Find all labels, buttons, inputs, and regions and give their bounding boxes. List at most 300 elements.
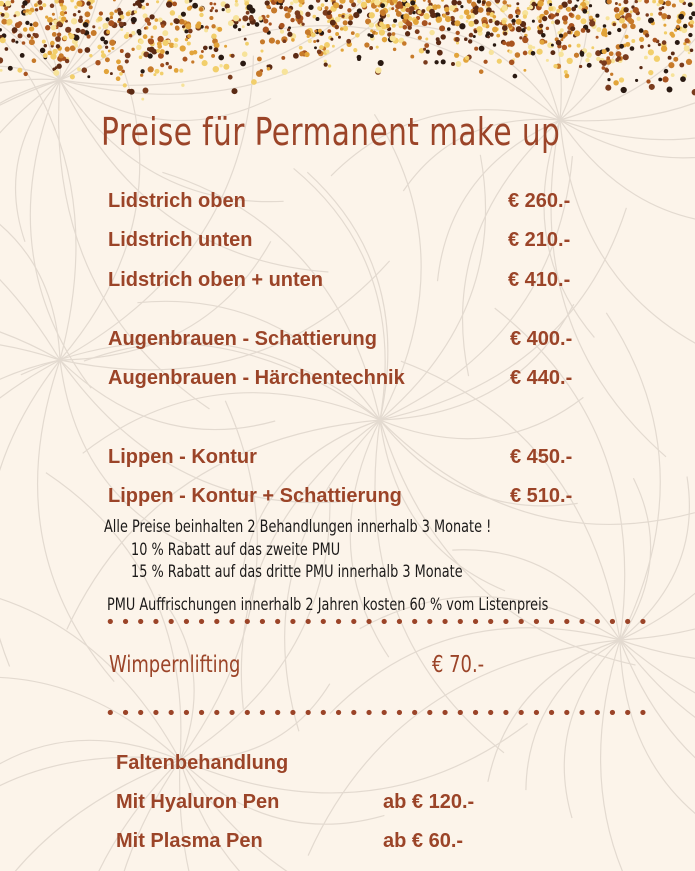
confetti-dot (123, 83, 127, 87)
confetti-dot (512, 22, 515, 25)
confetti-dot (15, 41, 18, 44)
confetti-dot (494, 20, 499, 25)
confetti-dot (457, 0, 462, 5)
confetti-dot (126, 12, 131, 17)
confetti-dot (305, 29, 311, 35)
confetti-dot (399, 5, 403, 9)
confetti-dot (392, 24, 396, 28)
confetti-dot (291, 38, 295, 42)
confetti-dot (155, 18, 159, 22)
confetti-dot (565, 74, 570, 79)
confetti-dot (440, 34, 445, 39)
confetti-dot (321, 3, 325, 7)
confetti-dot (263, 19, 268, 24)
confetti-dot (603, 24, 607, 28)
confetti-dot (617, 28, 621, 32)
confetti-dot (136, 45, 142, 51)
confetti-dot (544, 10, 549, 15)
confetti-dot (487, 35, 490, 38)
price-label-lidstrich-unten: Lidstrich unten (108, 229, 253, 251)
confetti-dot (35, 8, 38, 11)
confetti-dot (86, 1, 90, 5)
confetti-dot (405, 8, 409, 12)
confetti-dot (393, 19, 397, 23)
confetti-dot (428, 22, 431, 25)
confetti-dot (110, 72, 113, 75)
confetti-dot (639, 37, 644, 42)
confetti-dot (486, 1, 492, 7)
confetti-dot (148, 66, 154, 72)
confetti-dot (451, 62, 455, 66)
confetti-dot (429, 9, 435, 15)
confetti-dot (676, 25, 680, 29)
confetti-dot (456, 31, 460, 35)
confetti-dot (108, 50, 111, 53)
confetti-dot (622, 23, 627, 28)
confetti-dot (100, 37, 105, 42)
confetti-dot (340, 27, 344, 31)
confetti-dot (619, 77, 624, 82)
confetti-dot (503, 32, 507, 36)
confetti-dot (160, 63, 164, 67)
price-value-hyaluron-pen: ab € 120.- (383, 791, 475, 813)
confetti-dot (618, 3, 621, 6)
confetti-dot (191, 60, 194, 63)
section-heading-faltenbehandlung: Faltenbehandlung (116, 752, 289, 774)
confetti-dot (324, 63, 328, 67)
confetti-dot (330, 38, 333, 41)
confetti-dot (353, 48, 357, 52)
confetti-dot (508, 14, 513, 19)
confetti-dot (459, 15, 463, 19)
confetti-dot (307, 35, 310, 38)
confetti-dot (257, 57, 262, 62)
confetti-dot (104, 69, 109, 74)
confetti-dot (538, 19, 542, 23)
confetti-dot (685, 38, 690, 43)
confetti-dot (562, 15, 568, 21)
confetti-dot (275, 40, 280, 45)
confetti-dot (378, 60, 384, 66)
note-refresh-price: PMU Auffrischungen innerhalb 2 Jahren kosten 60 % vom Listenpreis (107, 595, 549, 614)
confetti-dot (610, 73, 613, 76)
confetti-dot (287, 28, 290, 31)
confetti-dot (105, 57, 110, 62)
confetti-dot (421, 9, 425, 13)
confetti-dot (318, 29, 322, 33)
confetti-dot (661, 46, 667, 52)
confetti-dot (449, 5, 455, 11)
confetti-dot (601, 60, 607, 66)
confetti-dot (287, 8, 292, 13)
confetti-dot (523, 69, 526, 72)
confetti-dot (671, 73, 675, 77)
confetti-dot (636, 17, 640, 21)
confetti-dot (509, 60, 515, 66)
price-label-lidstrich-oben: Lidstrich oben (108, 190, 246, 212)
confetti-dot (165, 51, 169, 55)
confetti-dot (658, 78, 662, 82)
confetti-dot (436, 16, 442, 22)
confetti-dot (210, 2, 213, 5)
page-title: Preise für Permanent make up (101, 110, 561, 154)
confetti-dot (648, 49, 654, 55)
confetti-dot (98, 27, 101, 30)
confetti-dot (671, 33, 675, 37)
confetti-dot (109, 40, 115, 46)
confetti-dot (316, 0, 320, 3)
background-line (30, 80, 91, 388)
confetti-dot (639, 66, 642, 69)
dotted-divider-top: •••••••••••••••••••••••••••••••••••• (105, 612, 653, 633)
confetti-dot (423, 0, 426, 2)
confetti-dot (596, 57, 600, 61)
confetti-dot (605, 85, 611, 91)
confetti-dot (553, 14, 556, 17)
confetti-dot (479, 69, 484, 74)
confetti-dot (92, 25, 95, 28)
confetti-dot (147, 47, 151, 51)
confetti-dot (59, 53, 64, 58)
confetti-dot (569, 12, 573, 16)
confetti-dot (209, 16, 213, 20)
confetti-dot (327, 11, 331, 15)
confetti-dot (267, 67, 271, 71)
confetti-dot (8, 66, 13, 71)
confetti-dot (442, 14, 446, 18)
background-line (560, 120, 695, 224)
dotted-divider-bottom: •••••••••••••••••••••••••••••••••••• (105, 703, 653, 724)
confetti-dot (161, 24, 165, 28)
price-value-augenbrauen-schattierung: € 400.- (510, 328, 573, 350)
confetti-dot (582, 9, 587, 14)
confetti-dot (489, 50, 494, 55)
confetti-dot (324, 60, 327, 63)
confetti-dot (79, 16, 82, 19)
confetti-dot (464, 37, 468, 41)
confetti-dot (158, 18, 163, 23)
confetti-dot (168, 65, 172, 69)
confetti-dot (235, 3, 239, 7)
confetti-dot (609, 51, 614, 56)
confetti-dot (683, 24, 687, 28)
confetti-dot (579, 65, 582, 68)
confetti-dot (619, 44, 624, 49)
confetti-dot (574, 53, 579, 58)
confetti-dot (256, 71, 262, 77)
confetti-dot (455, 61, 461, 67)
confetti-dot (173, 43, 178, 48)
background-line (620, 640, 695, 842)
confetti-dot (116, 76, 121, 81)
confetti-dot (382, 37, 387, 42)
price-value-augenbrauen-haerchentechnik: € 440.- (510, 367, 573, 389)
confetti-dot (539, 24, 543, 28)
confetti-dot (544, 40, 547, 43)
confetti-dot (117, 65, 123, 71)
confetti-dot (348, 20, 353, 25)
confetti-dot (23, 27, 28, 32)
confetti-dot (30, 23, 33, 26)
confetti-dot (375, 32, 378, 35)
confetti-dot (40, 48, 45, 53)
confetti-dot (279, 23, 284, 28)
confetti-dot (255, 22, 260, 27)
confetti-dot (32, 58, 37, 63)
confetti-dot (644, 0, 649, 4)
confetti-dot (486, 12, 490, 16)
confetti-dot (0, 69, 3, 72)
confetti-dot (282, 69, 288, 75)
confetti-dot (181, 84, 184, 87)
confetti-dot (97, 45, 102, 50)
confetti-dot (517, 12, 520, 15)
confetti-dot (325, 0, 328, 2)
confetti-dot (466, 14, 471, 19)
confetti-dot (417, 10, 421, 14)
confetti-dot (18, 33, 23, 38)
confetti-dot (335, 16, 341, 22)
confetti-dot (116, 59, 121, 64)
confetti-dot (105, 46, 108, 49)
background-line (601, 640, 686, 871)
confetti-dot (376, 46, 379, 49)
confetti-dot (279, 6, 283, 10)
confetti-dot (444, 7, 449, 12)
confetti-dot (566, 7, 571, 12)
confetti-dot (403, 13, 409, 19)
background-line (180, 760, 371, 871)
confetti-dot (89, 54, 92, 57)
confetti-dot (650, 13, 653, 16)
confetti-dot (258, 16, 263, 21)
confetti-dot (140, 69, 144, 73)
confetti-dot (224, 45, 227, 48)
confetti-dot (664, 69, 669, 74)
confetti-dot (630, 46, 635, 51)
confetti-dot (439, 25, 445, 31)
confetti-dot (625, 42, 630, 47)
confetti-dot (0, 28, 2, 31)
confetti-dot (209, 46, 213, 50)
background-line (380, 420, 695, 524)
confetti-dot (57, 64, 62, 69)
price-label-hyaluron-pen: Mit Hyaluron Pen (116, 791, 280, 813)
confetti-dot (144, 27, 147, 30)
confetti-dot (596, 36, 599, 39)
confetti-dot (418, 36, 422, 40)
confetti-dot (162, 40, 168, 46)
confetti-dot (157, 36, 163, 42)
confetti-dot (589, 16, 593, 20)
confetti-dot (324, 42, 330, 48)
confetti-dot (578, 5, 582, 9)
confetti-dot (133, 3, 136, 6)
confetti-dot (157, 42, 162, 47)
confetti-dot (249, 16, 254, 21)
confetti-dot (249, 8, 255, 14)
confetti-dot (508, 23, 513, 28)
confetti-dot (265, 0, 270, 5)
confetti-dot (192, 3, 198, 9)
confetti-dot (33, 33, 36, 36)
confetti-dot (325, 6, 329, 10)
note-discount-third: 15 % Rabatt auf das dritte PMU innerhalb 3 Monate (131, 562, 463, 581)
confetti-dot (492, 15, 496, 19)
confetti-dots-decoration (0, 0, 695, 120)
confetti-dot (604, 34, 607, 37)
confetti-dot (60, 11, 65, 16)
confetti-dot (214, 42, 220, 48)
confetti-dot (459, 23, 465, 29)
confetti-dot (391, 7, 394, 10)
confetti-dot (605, 68, 610, 73)
confetti-dot (332, 45, 335, 48)
price-value-plasma-pen: ab € 60.- (383, 830, 464, 852)
confetti-dot (108, 20, 114, 26)
confetti-dot (327, 20, 330, 23)
confetti-dot (213, 3, 216, 6)
confetti-dot (155, 69, 160, 74)
confetti-dot (608, 31, 612, 35)
confetti-dot (596, 27, 601, 32)
confetti-dot (170, 23, 173, 26)
confetti-dot (39, 6, 43, 10)
confetti-dot (665, 0, 671, 6)
confetti-dot (11, 39, 15, 43)
confetti-dot (184, 0, 189, 4)
confetti-dot (43, 53, 48, 58)
confetti-dot (502, 20, 507, 25)
price-label-wimpernlifting: Wimpernlifting (109, 652, 241, 678)
confetti-dot (37, 0, 42, 5)
price-value-lippen-kontur-schattierung: € 510.- (510, 485, 573, 507)
confetti-dot (502, 0, 507, 5)
confetti-dot (299, 3, 303, 7)
confetti-dot (196, 21, 201, 26)
confetti-dot (613, 23, 617, 27)
confetti-dot (247, 23, 250, 26)
confetti-dot (25, 21, 29, 25)
confetti-dot (110, 16, 113, 19)
confetti-dot (211, 54, 215, 58)
confetti-dot (522, 37, 528, 43)
confetti-dot (211, 24, 215, 28)
confetti-dot (120, 28, 123, 31)
confetti-dot (479, 46, 485, 52)
confetti-dot (269, 38, 275, 44)
confetti-dot (295, 13, 301, 19)
confetti-dot (688, 51, 691, 54)
confetti-dot (587, 63, 592, 68)
confetti-dot (56, 21, 61, 26)
confetti-dot (304, 52, 309, 57)
confetti-dot (60, 3, 64, 7)
confetti-dot (348, 15, 353, 20)
confetti-dot (454, 53, 459, 58)
confetti-dot (222, 8, 225, 11)
price-label-lidstrich-oben-unten: Lidstrich oben + unten (108, 269, 324, 291)
confetti-dot (131, 17, 137, 23)
confetti-dot (386, 24, 390, 28)
confetti-dot (536, 49, 542, 55)
confetti-dot (564, 70, 568, 74)
confetti-dot (0, 57, 3, 63)
confetti-dot (25, 12, 28, 15)
confetti-dot (663, 24, 666, 27)
confetti-dot (380, 11, 385, 16)
confetti-dot (367, 33, 370, 36)
confetti-dot (101, 53, 106, 58)
confetti-dot (567, 58, 573, 64)
confetti-dot (215, 9, 218, 12)
confetti-dot (153, 25, 157, 29)
confetti-dot (308, 39, 312, 43)
confetti-dot (467, 0, 472, 4)
confetti-dot (581, 28, 586, 33)
confetti-dot (65, 46, 70, 51)
confetti-dot (635, 0, 638, 3)
confetti-dot (246, 11, 250, 15)
confetti-dot (214, 47, 219, 52)
confetti-dot (483, 60, 487, 64)
confetti-dot (5, 0, 11, 6)
confetti-dot (486, 31, 490, 35)
confetti-dot (574, 30, 580, 36)
confetti-dot (464, 9, 470, 15)
confetti-dot (423, 13, 429, 19)
confetti-dot (648, 44, 651, 47)
confetti-dot (166, 62, 169, 65)
confetti-dot (50, 41, 55, 46)
confetti-dot (148, 38, 154, 44)
confetti-dot (89, 5, 93, 9)
confetti-dot (469, 33, 474, 38)
confetti-dot (283, 39, 287, 43)
confetti-dot (690, 24, 694, 28)
confetti-dot (219, 64, 222, 67)
confetti-dot (351, 31, 355, 35)
confetti-dot (676, 19, 681, 24)
confetti-dot (370, 29, 373, 32)
confetti-dot (346, 39, 351, 44)
confetti-dot (80, 29, 85, 34)
confetti-dot (633, 7, 639, 13)
confetti-dot (23, 10, 26, 13)
confetti-dot (468, 39, 472, 43)
confetti-dot (124, 34, 129, 39)
confetti-dot (410, 0, 415, 5)
confetti-dot (465, 56, 469, 60)
confetti-dot (199, 7, 204, 12)
confetti-dot (317, 6, 321, 10)
background-line (108, 760, 180, 871)
note-included-treatments: Alle Preise beinhalten 2 Behandlungen innerhalb 3 Monate ! (104, 517, 492, 536)
confetti-dot (312, 15, 316, 19)
confetti-dot (319, 45, 324, 50)
confetti-dot (692, 89, 695, 95)
confetti-dot (506, 41, 511, 46)
confetti-dot (619, 18, 625, 24)
price-label-plasma-pen: Mit Plasma Pen (116, 830, 263, 852)
confetti-dot (586, 52, 592, 58)
confetti-dot (602, 49, 607, 54)
confetti-dot (231, 54, 235, 58)
confetti-dot (347, 8, 351, 12)
confetti-dot (532, 46, 535, 49)
confetti-dot (118, 18, 121, 21)
confetti-dot (269, 22, 272, 25)
